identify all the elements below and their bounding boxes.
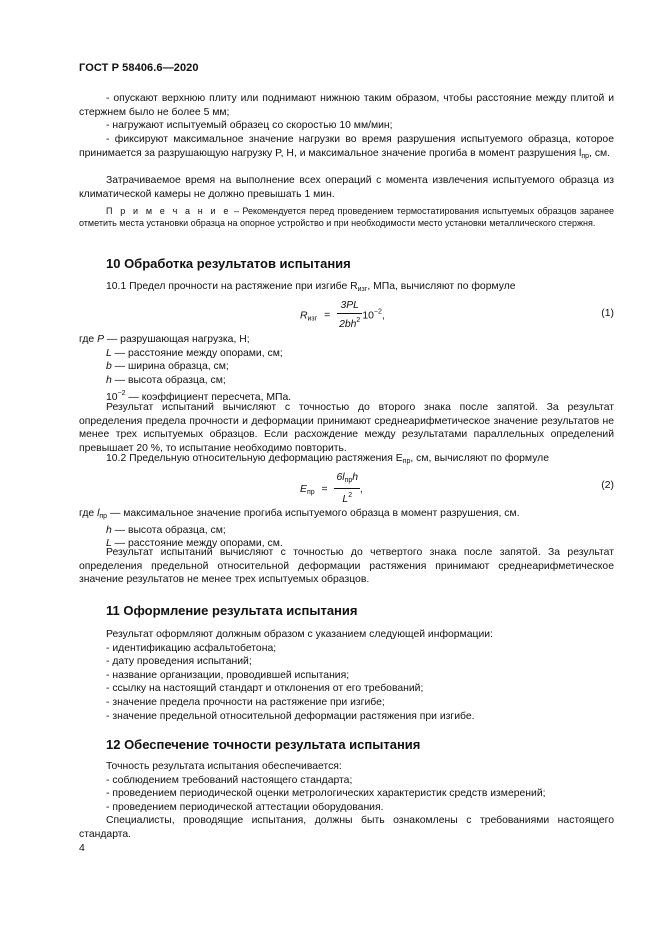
section-12-item: - проведением периодической аттестации оборудования. — [106, 801, 384, 813]
where-list-1 — [79, 333, 619, 405]
para-10-result: Результат испытаний вычисляют с точностью до второго знака после запятой. За результат определения предела прочности и деформации принимают среднеарифметическое значение результатов не менее трех испытуемых образцов. Если расхождение между результатами параллельных определений превышает 20 %, то испытание необходимо повторить. — [79, 402, 614, 454]
section-11-item: - ссылку на настоящий стандарт и отклонения от его требований; — [106, 683, 424, 695]
section-12-lead: Точность результата испытания обеспечивается: — [106, 761, 342, 772]
section-11-title: 11 Оформление результата испытания — [106, 603, 358, 618]
fix-text: - фиксируют максимальное значение нагрузки во время разрушения испытуемого образца, которое принимается за разрушающую нагрузку P, Н, и максимальное значение прогиба в момент разрушения l — [79, 134, 614, 159]
section-11-item: - дату проведения испытаний; — [106, 656, 252, 668]
section-11-item: - название организации, проводившей испытания; — [106, 669, 350, 681]
section-11-item: - значение предела прочности на растяжение при изгибе; — [106, 696, 385, 708]
note-paragraph — [79, 205, 614, 230]
equation-number-1: (1) — [601, 308, 614, 319]
para-10-1: 10.1 Предел прочности на растяжение при изгибе $R_{изг}$, МПа, вычисляют по формуле — [106, 281, 516, 293]
list-item-load: - нагружают испытуемый образец со скоростью 10 мм/мин; — [106, 120, 393, 131]
where-coef: $10^{-2}$ — коэффициент пересчета, МПа. — [106, 390, 292, 404]
section-11-lead: Результат оформляют должным образом с указанием следующей информации: — [106, 629, 493, 640]
time-paragraph: Затрачиваемое время на выполнение всех операций с момента извлечения испытуемого образца из климатической камеры не должно превышать 1 мин. — [79, 175, 614, 200]
section-12-list — [79, 760, 619, 814]
note-text: – Рекомендуется перед проведением термостатирования испытуемых образцов заранее отметить места установки образца на опорное устройство и при необходимости место установки металлического стержня. — [79, 206, 614, 229]
section-10-title: 10 Обработка результатов испытания — [106, 256, 351, 271]
note-label: П р и м е ч а н и е — [106, 206, 231, 216]
page-number: 4 — [79, 843, 85, 854]
list-item-fix — [79, 133, 614, 163]
list-item-plate: - опускают верхнюю плиту или поднимают нижнюю таким образом, чтобы расстояние между плитой и стержнем было не более 5 мм; — [79, 93, 614, 118]
formula-1: $R_{изг}$ = $\frac{3PL}{2bh^2}$ $10^{-2}$, — [300, 300, 385, 330]
para-10-2-result: Результат испытаний вычисляют с точностью до четвертого знака после запятой. За результат определения предельной относительной деформации растяжения принимают среднеарифметическое значение результатов не менее трех испытуемых образцов. — [79, 547, 614, 586]
section-11-item: - идентификацию асфальтобетона; — [106, 642, 277, 654]
where-lpr: где $l_{пр}$ — максимальное значение прогиба испытуемого образца в момент разрушения, см. — [79, 508, 520, 520]
where-list-2 — [79, 507, 619, 551]
standard-header: ГОСТ Р 58406.6—2020 — [79, 62, 199, 74]
section-11-list — [79, 628, 619, 723]
section-12-item: - соблюдением требований настоящего стандарта; — [106, 774, 353, 786]
where-b: b — ширина образца, см; — [106, 361, 229, 373]
fix-sub: пр — [581, 152, 590, 160]
where-p: где P — разрушающая нагрузка, Н; — [79, 334, 250, 345]
section-11-item: - значение предельной относительной деформации растяжения при изгибе. — [106, 710, 475, 722]
formula-1-fraction: $\frac{3PL}{2bh^2}$ — [339, 300, 361, 330]
closing-paragraph: Специалисты, проводящие испытания, должны быть ознакомлены с требованиями настоящего стандарта. — [79, 815, 614, 840]
section-12-title: 12 Обеспечение точности результата испытания — [106, 737, 421, 752]
fix-tail: , см. — [589, 147, 611, 159]
para-10-2: 10.2 Предельную относительную деформацию растяжения $E_{пр}$, см, вычисляют по формуле — [106, 453, 549, 465]
equation-number-2: (2) — [601, 480, 614, 491]
where-h2: h — высота образца, см; — [106, 524, 226, 536]
where-L: L — расстояние между опорами, см; — [106, 347, 283, 359]
where-L2: L — расстояние между опорами, см. — [106, 538, 283, 550]
formula-2: $E_{пр}$ = $\frac{6l_{пр}h}{L^2}$ , — [300, 472, 363, 505]
formula-2-fraction: $\frac{6l_{пр}h}{L^2}$ — [336, 472, 359, 505]
where-h: h — высота образца, см; — [106, 374, 226, 386]
section-12-item: - проведением периодической оценки метрологических характеристик средств измерений; — [106, 788, 546, 800]
